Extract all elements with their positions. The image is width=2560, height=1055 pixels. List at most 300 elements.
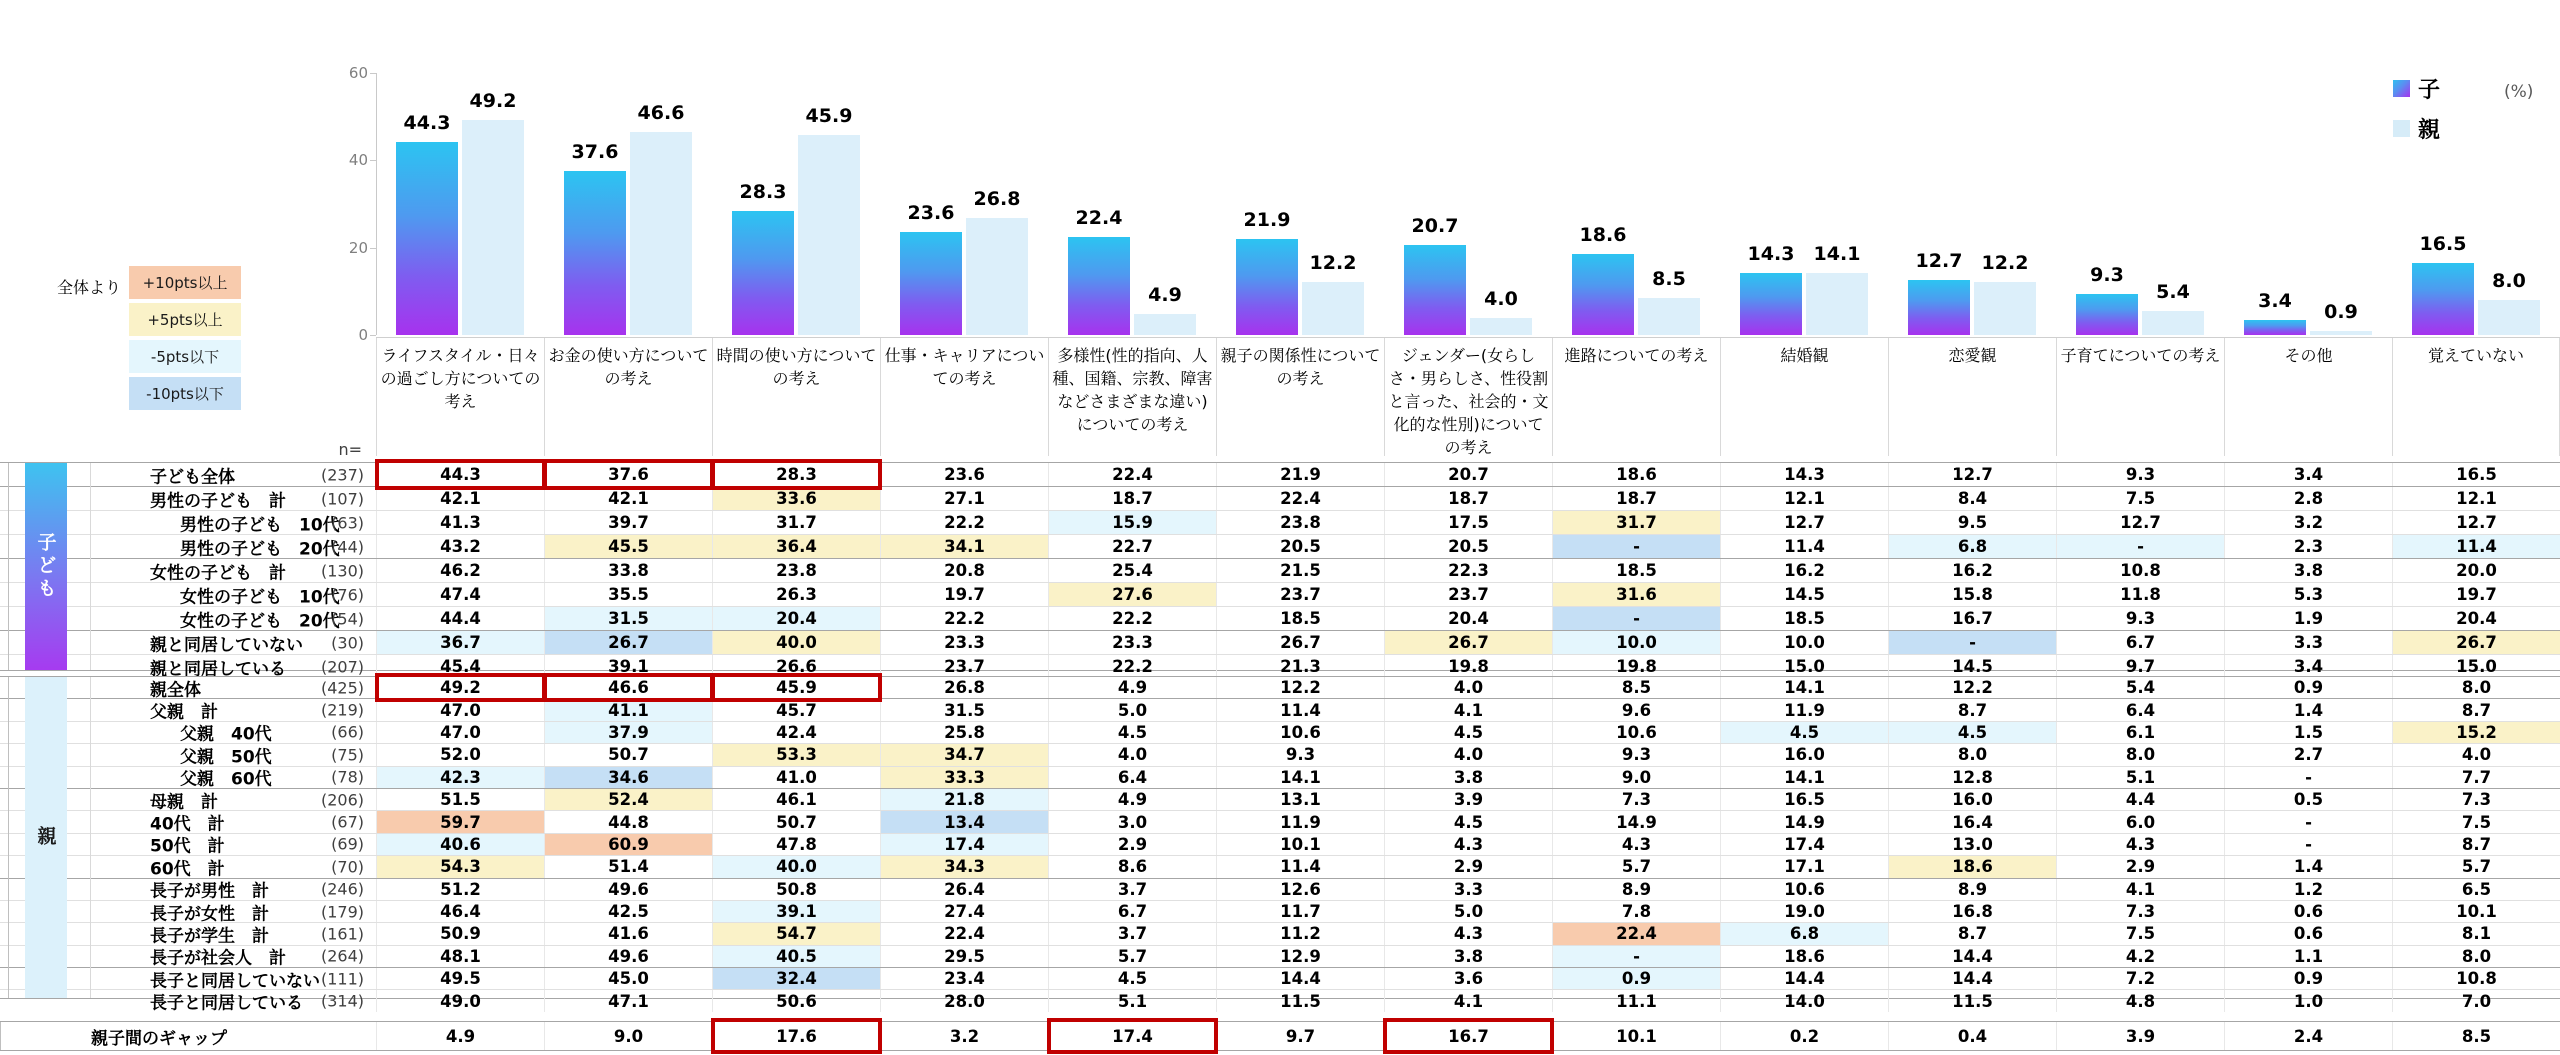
value-cell: 45.5	[544, 535, 712, 558]
value-cell: 4.1	[1384, 990, 1552, 1011]
value-cell: 2.3	[2224, 535, 2392, 558]
value-cell: 4.3	[1552, 834, 1720, 855]
value-cell: 16.5	[1720, 789, 1888, 810]
value-cell: 2.9	[2056, 856, 2224, 877]
value-cell: 7.7	[2392, 767, 2560, 788]
bar-value-label: 5.4	[2156, 281, 2190, 303]
gap-value-cell: 17.6	[712, 1022, 880, 1050]
row-label: 子ども全体	[150, 467, 235, 487]
value-cell: 45.0	[544, 968, 712, 989]
row-label-cell	[0, 968, 376, 992]
value-cell: 20.5	[1384, 535, 1552, 558]
row-label-cell	[0, 607, 376, 630]
category-header: 仕事・キャリアについての考え	[880, 338, 1048, 456]
row-label: 親全体	[150, 680, 201, 701]
value-cell: 60.9	[544, 834, 712, 855]
value-cell: 9.5	[1888, 511, 2056, 534]
row-label-cell	[0, 744, 376, 768]
value-cell: 14.1	[1216, 767, 1384, 788]
value-cell: 19.0	[1720, 901, 1888, 922]
value-cell: 52.0	[376, 744, 544, 765]
value-cell: 51.2	[376, 879, 544, 900]
highlight-red-box	[711, 459, 882, 490]
row-n-value: (67)	[331, 812, 364, 832]
value-cell: 37.9	[544, 722, 712, 743]
value-cell: 0.6	[2224, 923, 2392, 944]
gap-value-cell: 0.2	[1720, 1022, 1888, 1050]
value-cell: 15.2	[2392, 722, 2560, 743]
threshold-item-c: -5pts以下	[129, 340, 241, 373]
value-cell: 44.8	[544, 811, 712, 832]
row-label: 男性の子ども 10代	[180, 515, 340, 535]
y-axis-tick-mark	[370, 73, 376, 74]
value-cell: 41.6	[544, 923, 712, 944]
value-cell: 11.1	[1552, 990, 1720, 1011]
table-row	[0, 630, 2560, 654]
value-cell: 40.6	[376, 834, 544, 855]
value-cell: 1.4	[2224, 856, 2392, 877]
value-cell: 20.4	[2392, 607, 2560, 630]
table-row	[0, 788, 2560, 813]
table-row	[0, 677, 2560, 701]
value-cell: 50.9	[376, 923, 544, 944]
value-cell: 3.2	[2224, 511, 2392, 534]
value-cell: 44.4	[376, 607, 544, 630]
value-cell: 23.7	[1384, 583, 1552, 606]
value-cell: 15.8	[1888, 583, 2056, 606]
value-cell: 7.2	[2056, 968, 2224, 989]
row-n-value: (63)	[331, 513, 364, 532]
value-cell: 10.6	[1720, 879, 1888, 900]
bar-value-label: 45.9	[805, 105, 853, 127]
value-cell: 5.0	[1384, 901, 1552, 922]
value-cell: 32.4	[712, 968, 880, 989]
value-cell: 23.4	[880, 968, 1048, 989]
row-label: 40代 計	[150, 814, 225, 835]
value-cell: 3.0	[1048, 811, 1216, 832]
value-cell: -	[1552, 535, 1720, 558]
value-cell: 47.4	[376, 583, 544, 606]
bar-value-label: 46.6	[637, 102, 685, 124]
row-label: 父親 計	[150, 702, 218, 723]
value-cell: 45.7	[712, 699, 880, 720]
value-cell: 4.0	[1384, 744, 1552, 765]
row-label: 親と同居していない	[150, 635, 303, 655]
gap-value-cell: 9.7	[1216, 1022, 1384, 1050]
row-n-value: (237)	[320, 465, 364, 484]
threshold-item-o: +10pts以上	[129, 266, 241, 299]
bar-value-label: 14.1	[1813, 243, 1861, 265]
value-cell: 12.8	[1888, 767, 2056, 788]
value-cell: 42.1	[544, 487, 712, 510]
y-axis-tick-label: 40	[348, 151, 368, 170]
value-cell: 22.2	[880, 511, 1048, 534]
value-cell: 49.6	[544, 946, 712, 967]
value-cell: 46.2	[376, 559, 544, 582]
value-cell: 18.5	[1216, 607, 1384, 630]
gap-row-label: 親子間のギャップ	[0, 1022, 376, 1050]
value-cell: 14.4	[1888, 946, 2056, 967]
table-row	[0, 878, 2560, 900]
value-cell: 20.8	[880, 559, 1048, 582]
value-cell: 48.1	[376, 946, 544, 967]
gap-value-cell: 16.7	[1384, 1022, 1552, 1050]
value-cell: 25.8	[880, 722, 1048, 743]
value-cell: 7.0	[2392, 990, 2560, 1011]
value-cell: 42.1	[376, 487, 544, 510]
value-cell: -	[1888, 631, 2056, 654]
row-n-value: (207)	[320, 657, 364, 676]
threshold-legend-title: 全体より	[57, 278, 122, 297]
bar-parent	[2310, 331, 2372, 335]
value-cell: 19.8	[1552, 655, 1720, 678]
value-cell: 51.5	[376, 789, 544, 810]
row-n-value: (206)	[320, 790, 364, 810]
group-band-parent: 親	[25, 677, 67, 998]
value-cell: 6.0	[2056, 811, 2224, 832]
bar-parent	[630, 132, 692, 335]
bar-value-label: 0.9	[2324, 301, 2358, 323]
value-cell: 8.7	[1888, 699, 2056, 720]
value-cell: 49.6	[544, 879, 712, 900]
bar-value-label: 26.8	[973, 188, 1021, 210]
value-cell: 4.9	[1048, 677, 1216, 698]
value-cell: 17.5	[1384, 511, 1552, 534]
row-label-cell	[0, 811, 376, 835]
value-cell: 22.3	[1384, 559, 1552, 582]
bar-parent	[1974, 282, 2036, 335]
value-cell: 20.5	[1216, 535, 1384, 558]
row-n-value: (75)	[331, 745, 364, 765]
value-cell: 6.4	[2056, 699, 2224, 720]
value-cell: 34.6	[544, 767, 712, 788]
value-cell: 5.7	[2392, 856, 2560, 877]
value-cell: 45.9	[712, 677, 880, 698]
y-axis-tick-label: 20	[348, 238, 368, 257]
legend-row-parent	[2393, 108, 2440, 148]
value-cell: 4.1	[1384, 699, 1552, 720]
gap-row	[0, 1021, 2560, 1051]
table-row	[0, 766, 2560, 788]
value-cell: 49.2	[376, 677, 544, 698]
value-cell: 7.3	[1552, 789, 1720, 810]
value-cell: 7.8	[1552, 901, 1720, 922]
value-cell: 23.3	[1048, 631, 1216, 654]
value-cell: 12.1	[2392, 487, 2560, 510]
value-cell: 49.5	[376, 968, 544, 989]
child-series-label: 子	[2418, 77, 2441, 103]
value-cell: -	[1552, 946, 1720, 967]
value-cell: 16.7	[1888, 607, 2056, 630]
value-cell: 21.5	[1216, 559, 1384, 582]
value-cell: 8.0	[2392, 946, 2560, 967]
value-cell: 14.4	[1216, 968, 1384, 989]
row-label-cell	[0, 990, 376, 1014]
bar-child	[1572, 254, 1634, 335]
value-cell: 21.9	[1216, 463, 1384, 486]
value-cell: 1.5	[2224, 722, 2392, 743]
category-header-row	[376, 337, 2560, 456]
value-cell: 10.8	[2056, 559, 2224, 582]
threshold-legend-items	[129, 266, 241, 414]
bar-parent	[462, 120, 524, 335]
value-cell: 7.5	[2056, 487, 2224, 510]
bar-parent	[966, 218, 1028, 335]
gap-value-cell: 0.4	[1888, 1022, 2056, 1050]
value-cell: 42.3	[376, 767, 544, 788]
bar-value-label: 44.3	[403, 112, 451, 134]
value-cell: 20.4	[1384, 607, 1552, 630]
value-cell: 4.5	[1048, 722, 1216, 743]
value-cell: 14.1	[1720, 677, 1888, 698]
value-cell: 14.1	[1720, 767, 1888, 788]
value-cell: 23.7	[1216, 583, 1384, 606]
value-cell: 6.1	[2056, 722, 2224, 743]
value-cell: 31.5	[880, 699, 1048, 720]
value-cell: 8.7	[1888, 923, 2056, 944]
value-cell: 8.5	[1552, 677, 1720, 698]
value-cell: 4.5	[1384, 722, 1552, 743]
table-row	[0, 582, 2560, 606]
value-cell: 4.2	[2056, 946, 2224, 967]
table-row	[0, 558, 2560, 582]
value-cell: 11.4	[1720, 535, 1888, 558]
value-cell: 3.8	[1384, 767, 1552, 788]
value-cell: 46.1	[712, 789, 880, 810]
value-cell: 50.8	[712, 879, 880, 900]
bar-value-label: 18.6	[1579, 224, 1627, 246]
gap-value-cell: 10.1	[1552, 1022, 1720, 1050]
value-cell: 1.9	[2224, 607, 2392, 630]
bar-value-label: 9.3	[2090, 264, 2124, 286]
bar-parent	[1638, 298, 1700, 335]
value-cell: 10.8	[2392, 968, 2560, 989]
bar-value-label: 16.5	[2419, 233, 2467, 255]
row-label-cell	[0, 856, 376, 880]
table-row	[0, 654, 2560, 678]
y-axis-tick-mark	[370, 160, 376, 161]
bar-value-label: 22.4	[1075, 207, 1123, 229]
row-label: 女性の子ども 20代	[180, 611, 340, 631]
value-cell: 8.6	[1048, 856, 1216, 877]
value-cell: 18.7	[1552, 487, 1720, 510]
value-cell: 4.8	[2056, 990, 2224, 1011]
value-cell: 7.5	[2392, 811, 2560, 832]
value-cell: 22.7	[1048, 535, 1216, 558]
value-cell: 26.7	[544, 631, 712, 654]
value-cell: 26.6	[712, 655, 880, 678]
row-label-cell	[0, 677, 376, 701]
value-cell: 7.3	[2056, 901, 2224, 922]
value-cell: 12.7	[1720, 511, 1888, 534]
category-header: その他	[2224, 338, 2392, 456]
threshold-legend	[57, 266, 241, 414]
bar-value-label: 12.2	[1981, 252, 2029, 274]
bar-child	[396, 142, 458, 335]
bar-value-label: 4.0	[1484, 288, 1518, 310]
value-cell: 0.9	[2224, 677, 2392, 698]
value-cell: 5.3	[2224, 583, 2392, 606]
value-cell: 23.7	[880, 655, 1048, 678]
value-cell: 11.4	[2392, 535, 2560, 558]
table-row	[0, 900, 2560, 925]
value-cell: 3.7	[1048, 923, 1216, 944]
row-label: 50代 計	[150, 836, 225, 857]
value-cell: 23.8	[712, 559, 880, 582]
value-cell: 23.3	[880, 631, 1048, 654]
value-cell: 13.4	[880, 811, 1048, 832]
child-series-swatch-icon	[2393, 80, 2410, 97]
category-header: 恋愛観	[1888, 338, 2056, 456]
value-cell: 8.9	[1552, 879, 1720, 900]
value-cell: 10.1	[1216, 834, 1384, 855]
bar-value-label: 23.6	[907, 202, 955, 224]
value-cell: 14.4	[1720, 968, 1888, 989]
value-cell: 18.6	[1720, 946, 1888, 967]
value-cell: 8.1	[2392, 923, 2560, 944]
value-cell: 14.9	[1552, 811, 1720, 832]
bar-value-label: 12.7	[1915, 250, 1963, 272]
category-header: 多様性(性的指向、人種、国籍、宗教、障害などさまざまな違い)についての考え	[1048, 338, 1216, 456]
value-cell: 16.2	[1888, 559, 2056, 582]
value-cell: 4.5	[1048, 968, 1216, 989]
value-cell: 5.4	[2056, 677, 2224, 698]
value-cell: 3.3	[1384, 879, 1552, 900]
gap-value-cell: 8.5	[2392, 1022, 2560, 1050]
highlight-red-box	[1383, 1018, 1554, 1054]
value-cell: 4.0	[2392, 744, 2560, 765]
row-n-value: (161)	[320, 924, 364, 944]
bar-value-label: 4.9	[1148, 284, 1182, 306]
value-cell: -	[2224, 811, 2392, 832]
parent-series-swatch-icon	[2393, 120, 2410, 137]
table-row	[0, 486, 2560, 510]
highlight-red-box	[543, 673, 714, 702]
table-row	[0, 534, 2560, 558]
row-label: 長子が学生 計	[150, 926, 269, 947]
highlight-red-box	[1047, 1018, 1218, 1054]
table-row	[0, 743, 2560, 768]
category-header: 親子の関係性についての考え	[1216, 338, 1384, 456]
value-cell: 4.3	[1384, 923, 1552, 944]
value-cell: 3.7	[1048, 879, 1216, 900]
value-cell: 42.4	[712, 722, 880, 743]
value-cell: 50.7	[712, 811, 880, 832]
value-cell: 19.8	[1384, 655, 1552, 678]
value-cell: 45.4	[376, 655, 544, 678]
value-cell: 39.7	[544, 511, 712, 534]
value-cell: 1.1	[2224, 946, 2392, 967]
threshold-item-y: +5pts以上	[129, 303, 241, 336]
value-cell: 7.3	[2392, 789, 2560, 810]
highlight-red-box	[375, 459, 546, 490]
value-cell: 0.6	[2224, 901, 2392, 922]
value-cell: 3.4	[2224, 463, 2392, 486]
value-cell: 18.5	[1552, 559, 1720, 582]
value-cell: 21.3	[1216, 655, 1384, 678]
value-cell: 18.5	[1720, 607, 1888, 630]
highlight-red-box	[375, 673, 546, 702]
row-label-cell	[0, 535, 376, 558]
value-cell: 35.5	[544, 583, 712, 606]
value-cell: 12.1	[1720, 487, 1888, 510]
value-cell: 4.0	[1384, 677, 1552, 698]
value-cell: 17.4	[880, 834, 1048, 855]
row-label-cell	[0, 559, 376, 582]
value-cell: 11.9	[1720, 699, 1888, 720]
row-label-cell	[0, 767, 376, 788]
value-cell: 3.9	[1384, 789, 1552, 810]
value-cell: 47.0	[376, 699, 544, 720]
value-cell: 14.0	[1720, 990, 1888, 1011]
value-cell: 22.2	[1048, 655, 1216, 678]
row-label-cell	[0, 699, 376, 723]
y-axis-tick-label: 60	[348, 64, 368, 82]
value-cell: 12.6	[1216, 879, 1384, 900]
value-cell: 10.1	[2392, 901, 2560, 922]
row-label-cell	[0, 583, 376, 606]
bar-child	[900, 232, 962, 335]
value-cell: 12.2	[1216, 677, 1384, 698]
value-cell: 54.7	[712, 923, 880, 944]
value-cell: 9.6	[1552, 699, 1720, 720]
row-label-cell	[0, 631, 376, 654]
value-cell: 14.3	[1720, 463, 1888, 486]
value-cell: 41.0	[712, 767, 880, 788]
value-cell: 4.5	[1888, 722, 2056, 743]
parent-series-label: 親	[2418, 117, 2441, 143]
y-axis-tick-mark	[370, 248, 376, 249]
value-cell: 28.0	[880, 990, 1048, 1011]
value-cell: 33.8	[544, 559, 712, 582]
row-label: 父親 60代	[180, 769, 272, 790]
y-axis-tick-mark	[370, 335, 376, 336]
row-label: 男性の子ども 計	[150, 491, 286, 511]
value-cell: 19.7	[880, 583, 1048, 606]
value-cell: 40.5	[712, 946, 880, 967]
value-cell: 46.4	[376, 901, 544, 922]
row-n-value: (78)	[331, 767, 364, 787]
value-cell: 11.4	[1216, 856, 1384, 877]
value-cell: 59.7	[376, 811, 544, 832]
value-cell: 26.7	[1216, 631, 1384, 654]
row-label: 男性の子ども 20代	[180, 539, 340, 559]
value-cell: 12.7	[2056, 511, 2224, 534]
value-cell: 25.4	[1048, 559, 1216, 582]
row-n-value: (76)	[331, 585, 364, 604]
bar-value-label: 21.9	[1243, 209, 1291, 231]
table-row	[0, 510, 2560, 534]
value-cell: 27.6	[1048, 583, 1216, 606]
value-cell: 0.5	[2224, 789, 2392, 810]
bar-parent	[2142, 311, 2204, 335]
category-header: 子育てについての考え	[2056, 338, 2224, 456]
value-cell: 15.0	[2392, 655, 2560, 678]
value-cell: 3.3	[2224, 631, 2392, 654]
value-cell: 21.8	[880, 789, 1048, 810]
value-cell: 39.1	[712, 901, 880, 922]
row-n-value: (30)	[331, 633, 364, 652]
percent-unit-label: (%)	[2504, 82, 2534, 102]
table-row	[0, 922, 2560, 947]
value-cell: 8.9	[1888, 879, 2056, 900]
value-cell: 46.6	[544, 677, 712, 698]
category-header: 進路についての考え	[1552, 338, 1720, 456]
value-cell: 41.1	[544, 699, 712, 720]
value-cell: 9.3	[1552, 744, 1720, 765]
row-n-value: (179)	[320, 902, 364, 922]
value-cell: 39.1	[544, 655, 712, 678]
